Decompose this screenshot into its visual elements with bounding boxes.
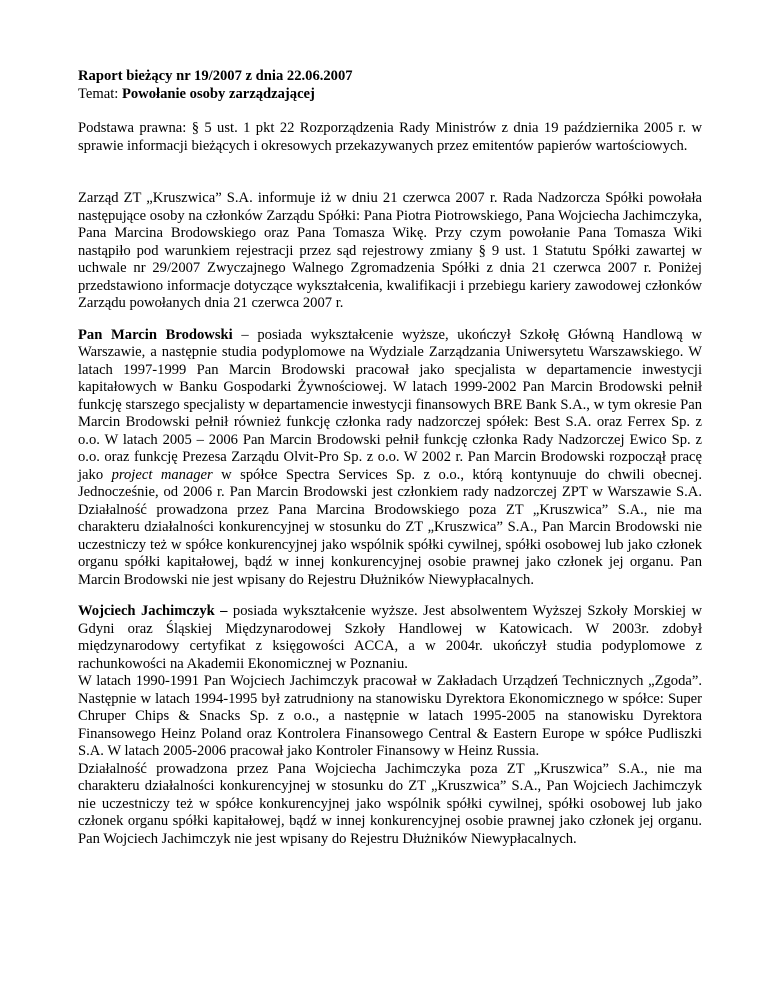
brodowski-name: Pan Marcin Brodowski [78, 326, 233, 343]
legal-basis-paragraph: Podstawa prawna: § 5 ust. 1 pkt 22 Rozporządzenia Rady Ministrów z dnia 19 października 2005 r. w sprawie informacji bieżących i okresowych przekazywanych przez emitentów papierów wartościowych. [78, 120, 702, 154]
jachimczyk-text-a: posiada wykształcenie wyższe. Jest absolwentem Wyższej Szkoły Morskiej w Gdyni oraz Śląskiej Międzynarodowej Szkoły Handlowej w Katowicach. W 2003r. zdobył międzynarodowy certyfikat z księgowości ACCA, a w 2004r. ukończył studia podyplomowe z rachunkowości na Akademii Ekonomicznej w Poznaniu. [78, 603, 702, 672]
jachimczyk-paragraph-3: Działalność prowadzona przez Pana Wojciecha Jachimczyka poza ZT „Kruszwica” S.A., nie ma charakteru działalności konkurencyjnej w stosunku do ZT „Kruszwica” S.A., Pan Wojciech Jachimczyk nie uczestniczy też w spółce konkurencyjnej jako wspólnik spółki cywilnej, spółki osobowej lub jako członek organu spółki kapitałowej, bądź w innej konkurencyjnej osobie prawnej jako członek jej organu. Pan Wojciech Jachimczyk nie jest wpisany do Rejestru Dłużników Niewypłacalnych. [78, 760, 702, 847]
document-page [78, 68, 702, 848]
brodowski-text-b: w spółce Spectra Services Sp. z o.o., którą kontynuuje do chwili obecnej. Jednocześnie, od 2006 r. Pan Marcin Brodowski jest członkiem rady nadzorczej ZPT w Warszawie S.A. Działalność prowadzona przez Pana Marcina Brodowskiego poza ZT „Kruszwica” S.A., nie ma charakteru działalności konkurencyjnej w stosunku do ZT „Kruszwica” S.A., Pan Marcin Brodowski nie uczestniczy też w spółce konkurencyjnej jako wspólnik spółki cywilnej, spółki osobowej lub jako członek organu spółki kapitałowej, bądź w innej konkurencyjnej osobie prawnej jako członek jej organu. Pan Marcin Brodowski nie jest wpisany do Rejestru Dłużników Niewypłacalnych. [78, 466, 702, 588]
brodowski-paragraph [78, 327, 702, 590]
topic-value: Powołanie osoby zarządzającej [121, 85, 315, 102]
jachimczyk-name: Wojciech Jachimczyk – [78, 603, 228, 619]
report-topic [78, 86, 702, 104]
report-title: Raport bieżący nr 19/2007 z dnia 22.06.2007 [78, 68, 353, 84]
jachimczyk-paragraph-1 [78, 603, 702, 673]
brodowski-text-a: – posiada wykształcenie wyższe, ukończył Szkołę Główną Handlową w Warszawie, a następnie studia podyplomowe na Wydziale Zarządzania Uniwersytetu Warszawskiego. W latach 1997-1999 Pan Marcin Brodowski pracował jako specjalista w departamencie inwestycji kapitałowych w Banku Gospodarki Żywnościowej. W latach 1999-2002 Pan Marcin Brodowski pełnił funkcję starszego specjalisty w departamencie inwestycji finansowych BRE Bank S.A., w tym okresie Pan Marcin Brodowski pełnił również funkcję członka rady nadzorczej spółek: Best S.A. oraz Ferrex Sp. z o.o. W latach 2005 – 2006 Pan Marcin Brodowski pełnił funkcję członka Rady Nadzorczej Ewico Sp. z o.o. oraz funkcję Prezesa Zarządu Olvit-Pro Sp. z o.o. W 2002 r. Pan Marcin Brodowski rozpoczął pracę jako [78, 326, 703, 483]
jachimczyk-paragraph-2: W latach 1990-1991 Pan Wojciech Jachimczyk pracował w Zakładach Urządzeń Technicznych „Zgoda”. Następnie w latach 1994-1995 był zatrudniony na stanowisku Dyrektora Ekonomicznego w spółce: Super Chruper Chips & Snacks Sp. z o.o., a następnie w latach 1995-2005 na stanowisku Dyrektora Finansowego Heinz Poland oraz Kontrolera Finansowego Central & Eastern Europe w spółce Pudliszki S.A. W latach 2005-2006 pracował jako Kontroler Finansowy w Heinz Russia. [78, 673, 702, 759]
topic-label: Temat: [78, 85, 122, 102]
brodowski-italic: project manager [111, 466, 213, 483]
intro-paragraph: Zarząd ZT „Kruszwica” S.A. informuje iż w dniu 21 czerwca 2007 r. Rada Nadzorcza Spółki powołała następujące osoby na członków Zarządu Spółki: Pana Piotra Piotrowskiego, Pana Wojciecha Jachimczyka, Pana Marcina Brodowskiego oraz Pana Tomasza Wikę. Przy czym powołanie Pana Tomasza Wiki nastąpiło pod warunkiem rejestracji przez sąd rejestrowy zmiany § 9 ust. 1 Statutu Spółki zawartej w uchwale nr 29/2007 Zwyczajnego Walnego Zgromadzenia Spółki z dnia 21 czerwca 2007 r. Poniżej przedstawiono informacje dotyczące wykształcenia, kwalifikacji i przebiegu kariery zawodowej członków Zarządu powołanych dnia 21 czerwca 2007 r. [78, 190, 702, 311]
